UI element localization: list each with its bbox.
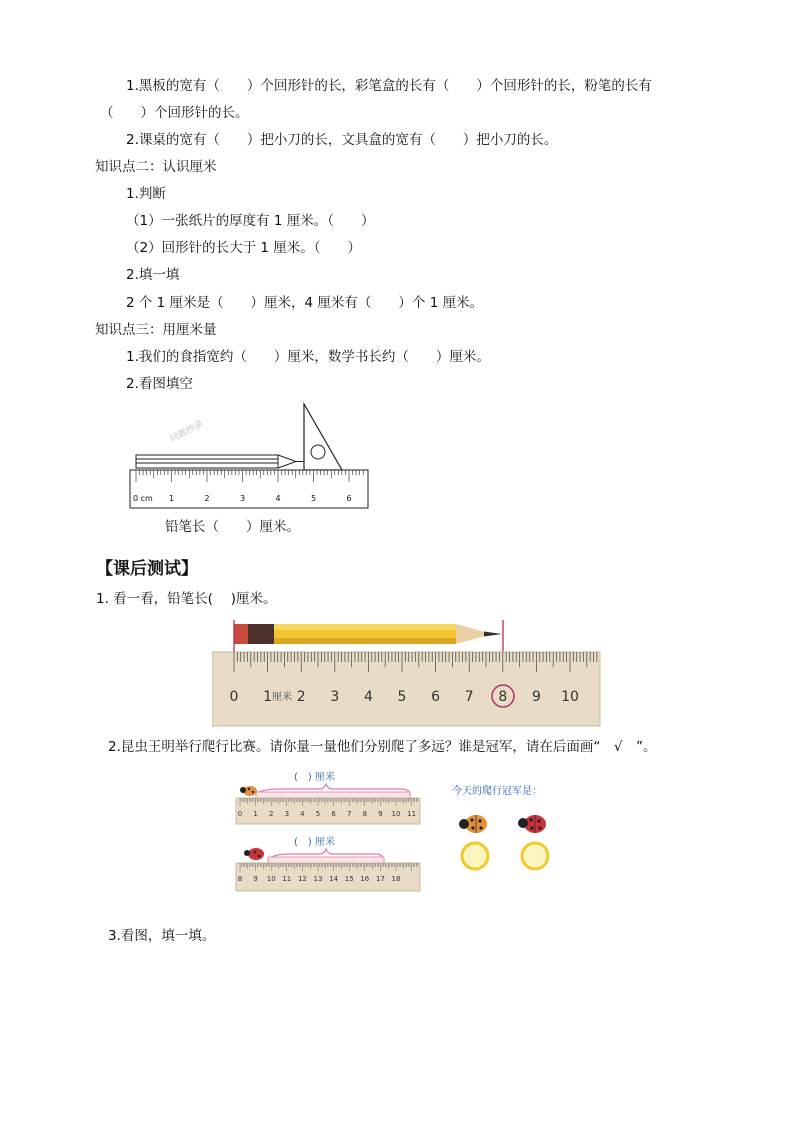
- small-ruler-number: 10: [266, 875, 276, 883]
- wooden-ruler-number: 7: [464, 689, 474, 705]
- wooden-ruler-number: 10: [561, 689, 579, 705]
- answer-circle-red[interactable]: [522, 843, 548, 869]
- small-ruler-number: 7: [346, 810, 352, 818]
- pencil-lead: [484, 632, 502, 637]
- test-q2: 2.昆虫王明举行爬行比赛。请你量一量他们分别爬了多远？谁是冠军，请在后面画“ √ ”。: [108, 739, 657, 755]
- champion-prompt: 今天的爬行冠军是：: [452, 786, 542, 797]
- small-ruler-number: 8: [362, 810, 368, 818]
- test-q3: 3.看图，填一填。: [108, 928, 216, 944]
- small-ruler-number: 10: [391, 810, 401, 818]
- colored-ruler-figure: [212, 620, 602, 728]
- small-ruler-number: 9: [253, 875, 258, 883]
- ladybug-2-track: [268, 857, 384, 863]
- ruler-number: 2: [204, 494, 210, 503]
- ruler1-answer-label: ( ) 厘米: [294, 772, 335, 783]
- measure-item-1: 1.我们的食指宽约（ ）厘米，数学书长约（ ）厘米。: [126, 349, 490, 365]
- watermark: 问题抄录: [168, 418, 206, 445]
- ruler: [130, 470, 368, 508]
- ladybug-race-figure: [232, 764, 572, 896]
- set-square-hole: [311, 445, 325, 459]
- small-ruler-number: 15: [344, 875, 354, 883]
- wooden-ruler-number: 9: [531, 689, 541, 705]
- knowledge-3-heading: 知识点三：用厘米量: [95, 322, 217, 338]
- q-line-1: 1.黑板的宽有（ ）个回形针的长，彩笔盒的长有（ ）个回形针的长，粉笔的长有: [126, 78, 652, 94]
- small-ruler-number: 17: [375, 875, 385, 883]
- small-ruler-number: 1: [253, 810, 258, 818]
- small-ruler-number: 5: [315, 810, 321, 818]
- wooden-ruler-number: 8: [498, 689, 508, 705]
- ruler-number: 3: [240, 494, 246, 503]
- ruler-number: 5: [311, 494, 317, 503]
- wooden-ruler-number: 3: [330, 689, 340, 705]
- ruler-unit-label: 0 cm: [133, 494, 153, 503]
- wooden-ruler-number: 2: [296, 689, 306, 705]
- fill-item: 2 个 1 厘米是（ ）厘米，4 厘米有（ ）个 1 厘米。: [126, 295, 484, 311]
- ladybug-1-track: [256, 792, 410, 798]
- wooden-ruler-number: 4: [363, 689, 373, 705]
- small-ruler-number: 8: [237, 875, 243, 883]
- section-title: 【课后测试】: [96, 559, 198, 579]
- small-ruler-number: 2: [268, 810, 274, 818]
- small-ruler-number: 0: [237, 810, 243, 818]
- pencil-eraser: [234, 624, 248, 644]
- answer-circle-orange[interactable]: [462, 843, 488, 869]
- fill-heading: 2.填一填: [126, 267, 180, 283]
- small-ruler-number: 14: [329, 875, 339, 883]
- ruler-number: 4: [275, 494, 281, 503]
- ruler2-answer-label: ( ) 厘米: [294, 837, 335, 848]
- judge-heading: 1.判断: [126, 186, 166, 202]
- small-ruler-number: 11: [282, 875, 292, 883]
- wooden-ruler-number: 0: [229, 689, 239, 705]
- measure-item-2: 2.看图填空: [126, 376, 193, 392]
- small-ruler-number: 12: [297, 875, 307, 883]
- ruler-number: 6: [346, 494, 352, 503]
- ladybug-2: [244, 848, 264, 860]
- small-ruler-number: 16: [360, 875, 370, 883]
- small-ruler-number: 9: [378, 810, 383, 818]
- ruler-number: 1: [169, 494, 175, 503]
- ladybug-1: [240, 786, 257, 796]
- knowledge-2-heading: 知识点二：认识厘米: [95, 159, 217, 175]
- ladybug-red-icon: [518, 815, 546, 833]
- small-ruler-number: 18: [391, 875, 401, 883]
- wooden-ruler-number: 5: [397, 689, 407, 705]
- set-square: [304, 404, 342, 470]
- judge-item-2: （2）回形针的长大于 1 厘米。（ ）: [126, 240, 362, 256]
- pencil-ruler-figure: [126, 400, 376, 512]
- pencil-ferrule: [248, 624, 274, 644]
- wooden-ruler-number: 6: [431, 689, 441, 705]
- pencil-body: [136, 455, 278, 468]
- pencil-length-question: 铅笔长（ ）厘米。: [165, 519, 300, 535]
- small-ruler-number: 13: [313, 875, 323, 883]
- pencil-tip: [278, 455, 296, 468]
- small-ruler-number: 6: [331, 810, 336, 818]
- small-ruler-number: 11: [407, 810, 417, 818]
- q-line-3: 2.课桌的宽有（ ）把小刀的长，文具盒的宽有（ ）把小刀的长。: [126, 132, 558, 148]
- wooden-ruler-number: 1: [263, 689, 273, 705]
- ruler-unit-cm: 厘米: [272, 692, 292, 703]
- small-ruler-number: 3: [284, 810, 290, 818]
- judge-item-1: （1）一张纸片的厚度有 1 厘米。（ ）: [126, 213, 375, 229]
- q-line-2: （ ）个回形针的长。: [100, 105, 249, 121]
- small-ruler-number: 4: [300, 810, 305, 818]
- ladybug-orange-icon: [459, 815, 487, 833]
- test-q1: 1. 看一看，铅笔长( )厘米。: [96, 591, 277, 607]
